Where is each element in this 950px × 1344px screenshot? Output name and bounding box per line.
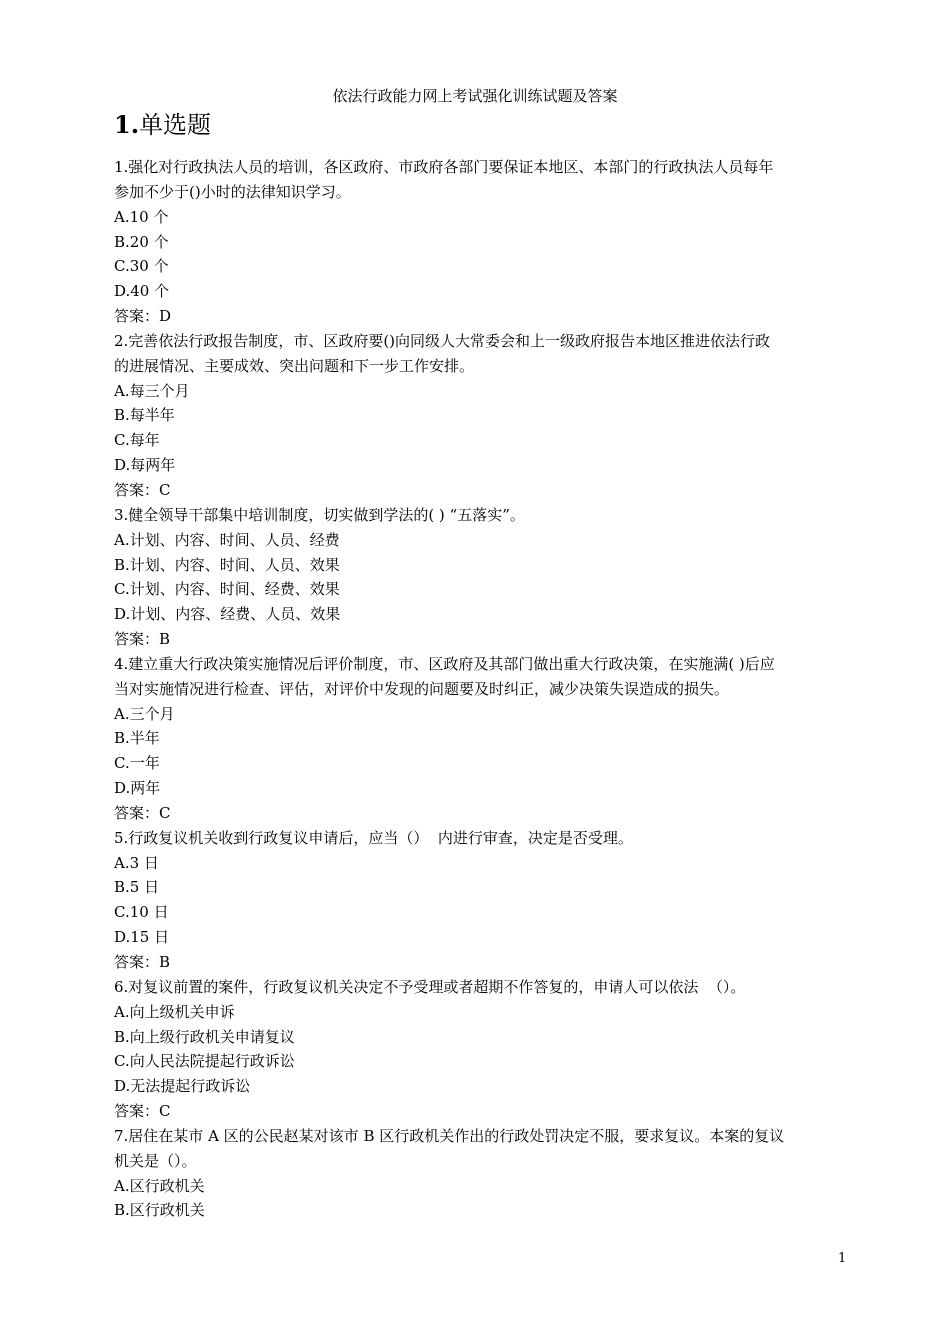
answer-key: 答案：D	[114, 307, 172, 326]
section-heading	[114, 110, 211, 140]
question-item	[114, 826, 854, 975]
question-stem: 机关是（）。	[114, 1151, 197, 1170]
answer-option: D.无法提起行政诉讼	[114, 1077, 251, 1096]
question-item	[114, 1124, 854, 1223]
answer-option: C.向人民法院提起行政诉讼	[114, 1052, 295, 1071]
document-title: 依法行政能力网上考试强化训练试题及答案	[332, 87, 618, 105]
answer-option: B.20 个	[114, 232, 169, 251]
answer-option: A.向上级机关申诉	[114, 1002, 235, 1021]
page-number: 1	[838, 1251, 847, 1266]
answer-option: A.区行政机关	[114, 1176, 205, 1195]
question-stem: 参加不少于()小时的法律知识学习。	[114, 182, 351, 201]
answer-key: 答案：C	[114, 1102, 171, 1121]
answer-option: B.向上级行政机关申请复议	[114, 1027, 295, 1046]
answer-option: C.30 个	[114, 257, 169, 276]
question-stem: 2.完善依法行政报告制度，市、区政府要()向同级人大常委会和上一级政府报告本地区推进依法行政	[114, 331, 771, 350]
question-item	[114, 652, 854, 826]
question-stem: 4.建立重大行政决策实施情况后评价制度，市、区政府及其部门做出重大行政决策，在实施满( )后应	[114, 654, 775, 673]
question-item	[114, 329, 854, 503]
question-stem: 3.健全领导干部集中培训制度，切实做到学法的( ) “五落实”。	[114, 505, 525, 524]
question-stem: 7.居住在某市 A 区的公民赵某对该市 B 区行政机关作出的行政处罚决定不服，要求复议。本案的复议	[114, 1126, 785, 1145]
answer-option: A.10 个	[114, 207, 169, 226]
answer-option: D.两年	[114, 779, 161, 798]
answer-option: A.每三个月	[114, 381, 190, 400]
answer-key: 答案：B	[114, 630, 171, 649]
answer-option: D.计划、内容、经费、人员、效果	[114, 605, 341, 624]
answer-option: A.三个月	[114, 704, 175, 723]
answer-option: B.计划、内容、时间、人员、效果	[114, 555, 340, 574]
answer-key: 答案：C	[114, 803, 171, 822]
answer-option: B.区行政机关	[114, 1201, 205, 1220]
answer-option: A.计划、内容、时间、人员、经费	[114, 530, 340, 549]
question-stem: 1.强化对行政执法人员的培训，各区政府、市政府各部门要保证本地区、本部门的行政执法人员每年	[114, 158, 774, 176]
question-stem: 5.行政复议机关收到行政复议申请后，应当（） 内进行审查，决定是否受理。	[114, 828, 633, 847]
section-title: 单选题	[139, 111, 212, 139]
question-item	[114, 503, 854, 652]
question-list	[114, 155, 854, 1223]
answer-option: C.每年	[114, 431, 160, 450]
question-item	[114, 975, 854, 1124]
question-stem: 的进展情况、主要成效、突出问题和下一步工作安排。	[114, 356, 475, 375]
answer-key: 答案：C	[114, 480, 171, 499]
answer-option: D.40 个	[114, 282, 170, 301]
answer-option: C.计划、内容、时间、经费、效果	[114, 580, 340, 599]
answer-option: C.一年	[114, 754, 160, 773]
answer-option: D.每两年	[114, 456, 176, 475]
question-item	[114, 155, 854, 329]
answer-key: 答案：B	[114, 953, 171, 971]
answer-option: B.5 日	[114, 878, 160, 897]
question-stem: 6.对复议前置的案件，行政复议机关决定不予受理或者超期不作答复的，申请人可以依法 （）。	[114, 977, 746, 996]
question-stem: 当对实施情况进行检查、评估，对评价中发现的问题要及时纠正，减少决策失误造成的损失。	[114, 679, 730, 698]
answer-option: B.每半年	[114, 406, 175, 425]
answer-option: D.15 日	[114, 928, 170, 947]
answer-option: A.3 日	[114, 853, 159, 872]
answer-option: B.半年	[114, 729, 160, 748]
section-number: 1.	[114, 110, 140, 139]
answer-option: C.10 日	[114, 903, 169, 922]
